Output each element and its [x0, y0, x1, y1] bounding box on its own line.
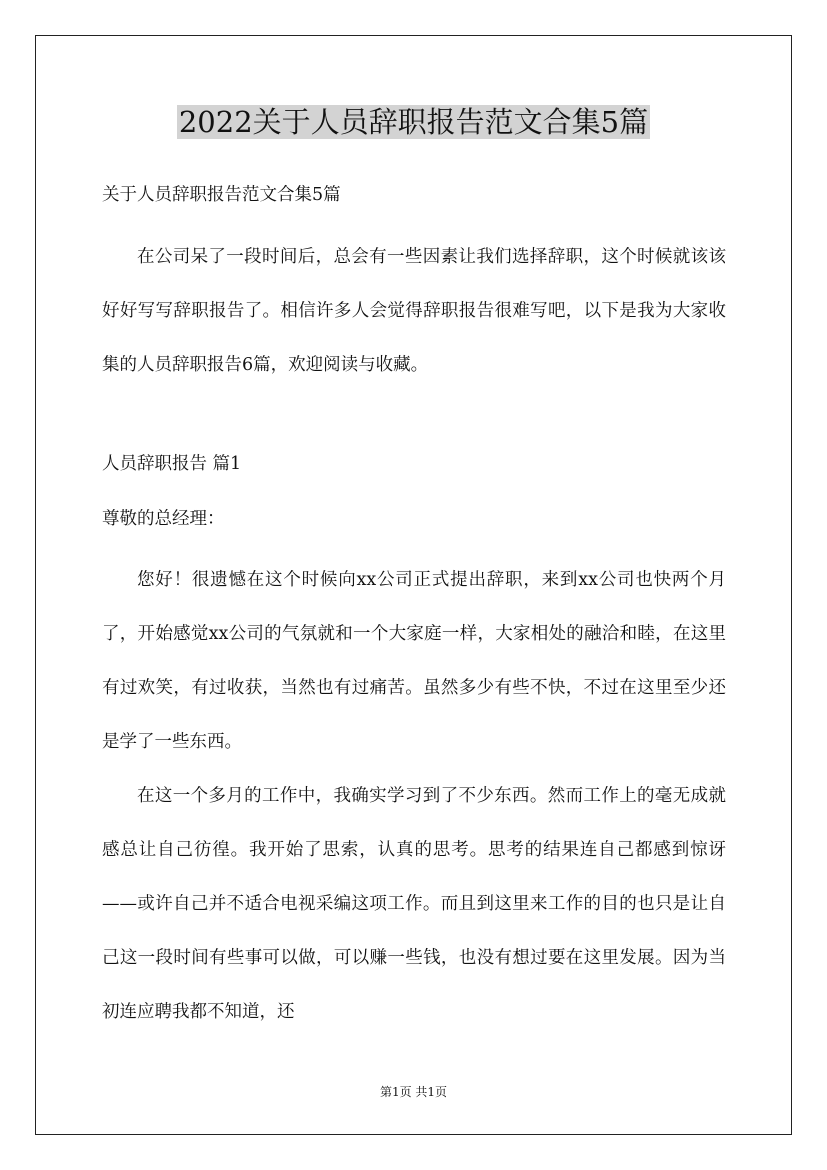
document-subtitle: 关于人员辞职报告范文合集5篇 [102, 185, 341, 205]
intro-paragraph: 在公司呆了一段时间后，总会有一些因素让我们选择辞职，这个时候就该该好好写写辞职报告了。相信许多人会觉得辞职报告很难写吧，以下是我为大家收集的人员辞职报告6篇，欢迎阅读与收藏。 [102, 247, 726, 375]
document-title-text: 2022关于人员辞职报告范文合集5篇 [178, 105, 649, 139]
body-paragraph-2: 在这一个多月的工作中，我确实学习到了不少东西。然而工作上的毫无成就感总让自己彷徨。我开始了思索，认真的思考。思考的结果连自己都感到惊讶——或许自己并不适合电视采编这项工作。而且到这里来工作的目的也只是让自己这一段时间有些事可以做，可以赚一些钱，也没有想过要在这里发展。因为当初连应聘我都不知道，还 [102, 786, 726, 1022]
salutation: 尊敬的总经理： [102, 509, 225, 529]
section-heading: 人员辞职报告 篇1 [102, 454, 242, 474]
page-footer: 第1页 共1页 [379, 1085, 448, 1099]
document-title [0, 101, 827, 143]
body-paragraph-1: 您好！很遗憾在这个时候向xx公司正式提出辞职，来到xx公司也快两个月了，开始感觉xx公司的气氛就和一个大家庭一样，大家相处的融洽和睦，在这里有过欢笑，有过收获，当然也有过痛苦。虽然多少有些不快，不过在这里至少还是学了一些东西。 [102, 570, 726, 752]
